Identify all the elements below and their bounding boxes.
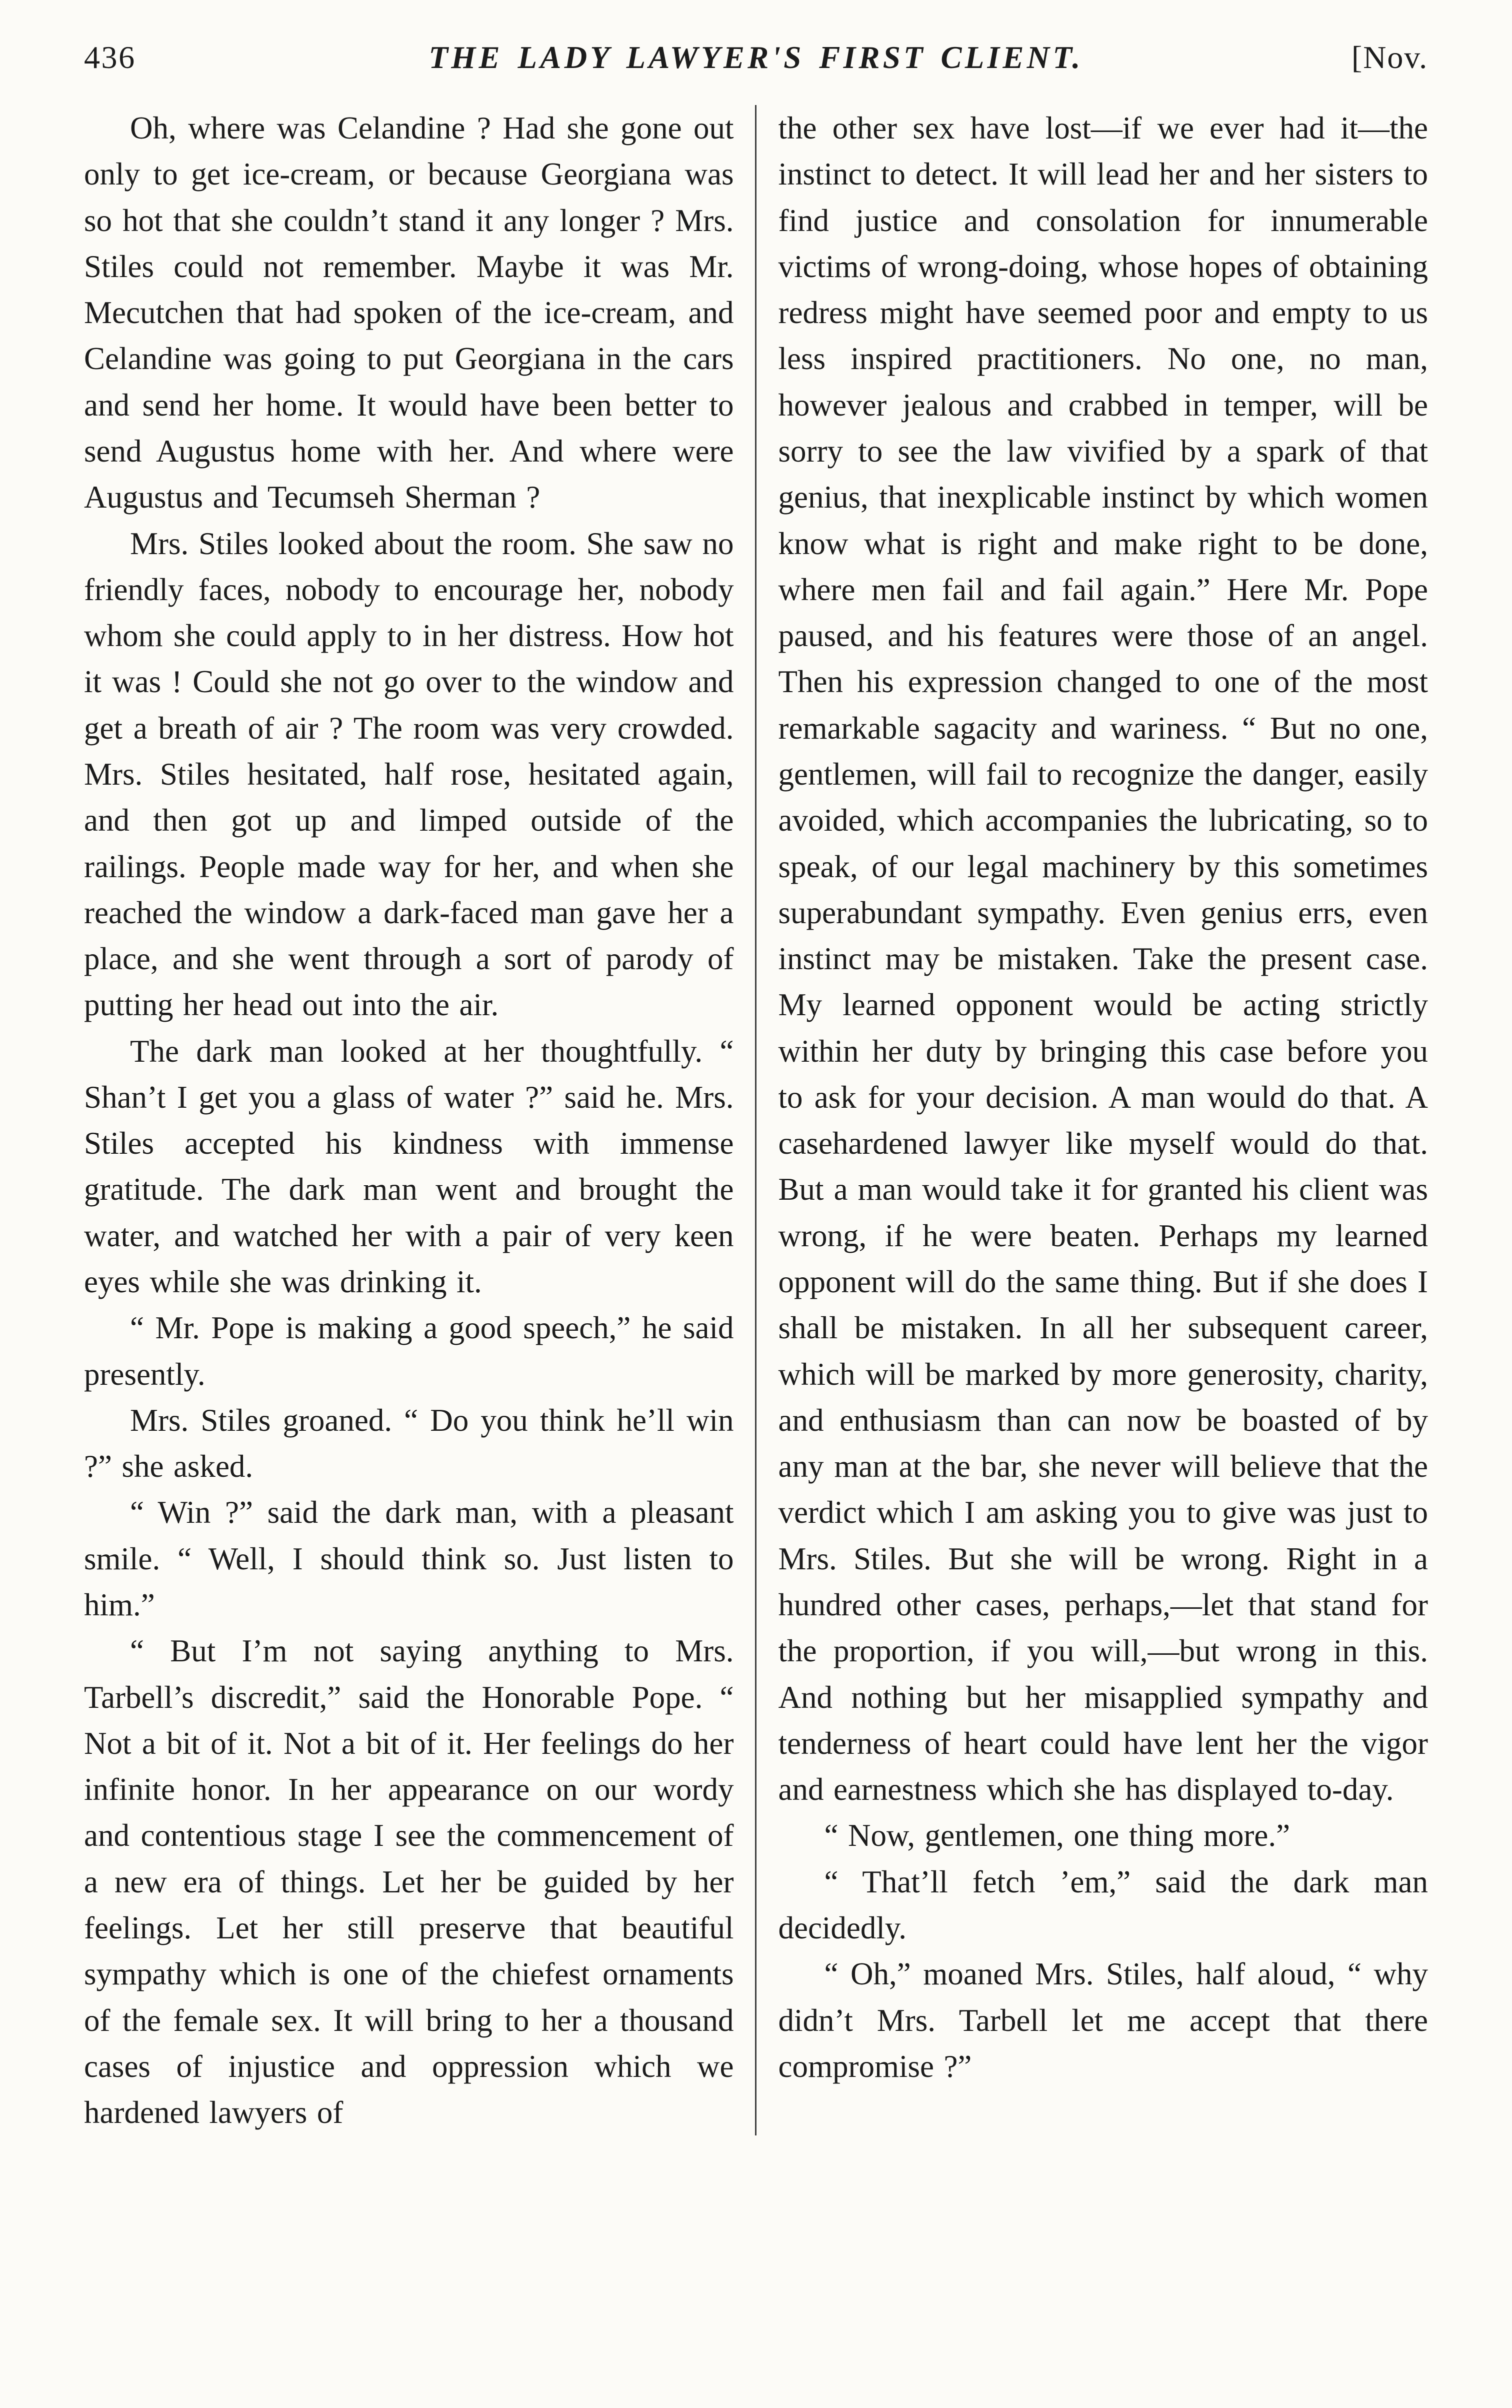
paragraph: Oh, where was Celandine ? Had she gone out only to get ice-cream, or because Georgiana was so hot that she couldn’t stand it any longer ? Mrs. Stiles could not remember. Maybe it was Mr. Mecutchen that had spoken of the ice-cream, and Celandine was going to put Georgiana in the cars and send her home. It would have been better to send Augustus home with her. And where were Augustus and Tecumseh Sherman ? xyxy=(84,111,734,515)
running-title: THE LADY LAWYER'S FIRST CLIENT. xyxy=(428,40,1084,75)
issue-label: [Nov. xyxy=(1352,40,1428,75)
paragraph: “ But I’m not saying anything to Mrs. Tarbell’s discredit,” said the Honorable Pope. “ Not a bit of it. Not a bit of it. Her feelings do her infinite honor. In her appearance on our wordy and contentious stage I see the commencement of a new era of things. Let her be guided by her feelings. Let her still preserve that beautiful sympathy which is one of the chiefest ornaments of the female sex. It will bring to her a thousand cases of injustice and oppression which we hardened lawyers of xyxy=(84,1633,734,2130)
paragraph: “ Win ?” said the dark man, with a pleasant smile. “ Well, I should think so. Just listen to him.” xyxy=(84,1495,734,1622)
paragraph: “ Now, gentlemen, one thing more.” xyxy=(824,1818,1290,1853)
paragraph: “ That’ll fetch ’em,” said the dark man decidedly. xyxy=(778,1864,1428,1945)
paragraph: “ Oh,” moaned Mrs. Stiles, half aloud, “ why didn’t Mrs. Tarbell let me accept that there compromise ?” xyxy=(778,1956,1428,2084)
right-column xyxy=(756,105,1428,2135)
page-number: 436 xyxy=(84,40,136,75)
paragraph: Mrs. Stiles groaned. “ Do you think he’ll win ?” she asked. xyxy=(84,1402,734,1484)
paragraph: The dark man looked at her thoughtfully. “ Shan’t I get you a glass of water ?” said he. Mrs. Stiles accepted his kindness with immense gratitude. The dark man went and brought the water, and watched her with a pair of very keen eyes while she was drinking it. xyxy=(84,1033,734,1300)
left-column xyxy=(84,105,755,2135)
text-columns xyxy=(84,105,1428,2135)
paragraph: Mrs. Stiles looked about the room. She saw no friendly faces, nobody to encourage her, nobody whom she could apply to in her distress. How hot it was ! Could she not go over to the window and get a breath of air ? The room was very crowded. Mrs. Stiles hesitated, half rose, hesitated again, and then got up and limped outside of the railings. People made way for her, and when she reached the window a dark-faced man gave her a place, and she went through a sort of parody of putting her head out into the air. xyxy=(84,526,734,1023)
paragraph-continuation: the other sex have lost—if we ever had it—the instinct to detect. It will lead her and her sisters to find justice and consolation for innumerable victims of wrong-doing, whose hopes of obtaining redress might have seemed poor and empty to us less inspired practitioners. No one, no man, however jealous and crabbed in temper, will be sorry to see the law vivified by a spark of that genius, that inexplicable instinct by which women know what is right and make right to be done, where men fail and fail again.” Here Mr. Pope paused, and his features were those of an angel. Then his expression changed to one of the most remarkable sagacity and wariness. “ But no one, gentlemen, will fail to recognize the danger, easily avoided, which accompanies the lubricating, so to speak, of our legal machinery by this sometimes superabundant sympathy. Even genius errs, even instinct may be mistaken. Take the present case. My learned opponent would be acting strictly within her duty by bringing this case before you to ask for your decision. A man would do that. A casehardened lawyer like myself would do that. But a man would take it for granted his client was wrong, if he were beaten. Perhaps my learned opponent will do the same thing. But if she does I shall be mistaken. In all her subsequent career, which will be marked by more generosity, charity, and enthusiasm than can now be boasted of by any man at the bar, she never will believe that the verdict which I am asking you to give was just to Mrs. Stiles. But she will be wrong. Right in a hundred other cases, perhaps,—let that stand for the proportion, if you will,—but wrong in this. And nothing but her misapplied sympathy and tenderness of heart could have lent her the vigor and earnestness which she has displayed to-day. xyxy=(778,111,1428,1807)
page-header xyxy=(84,39,1428,76)
paragraph: “ Mr. Pope is making a good speech,” he said presently. xyxy=(84,1310,734,1392)
